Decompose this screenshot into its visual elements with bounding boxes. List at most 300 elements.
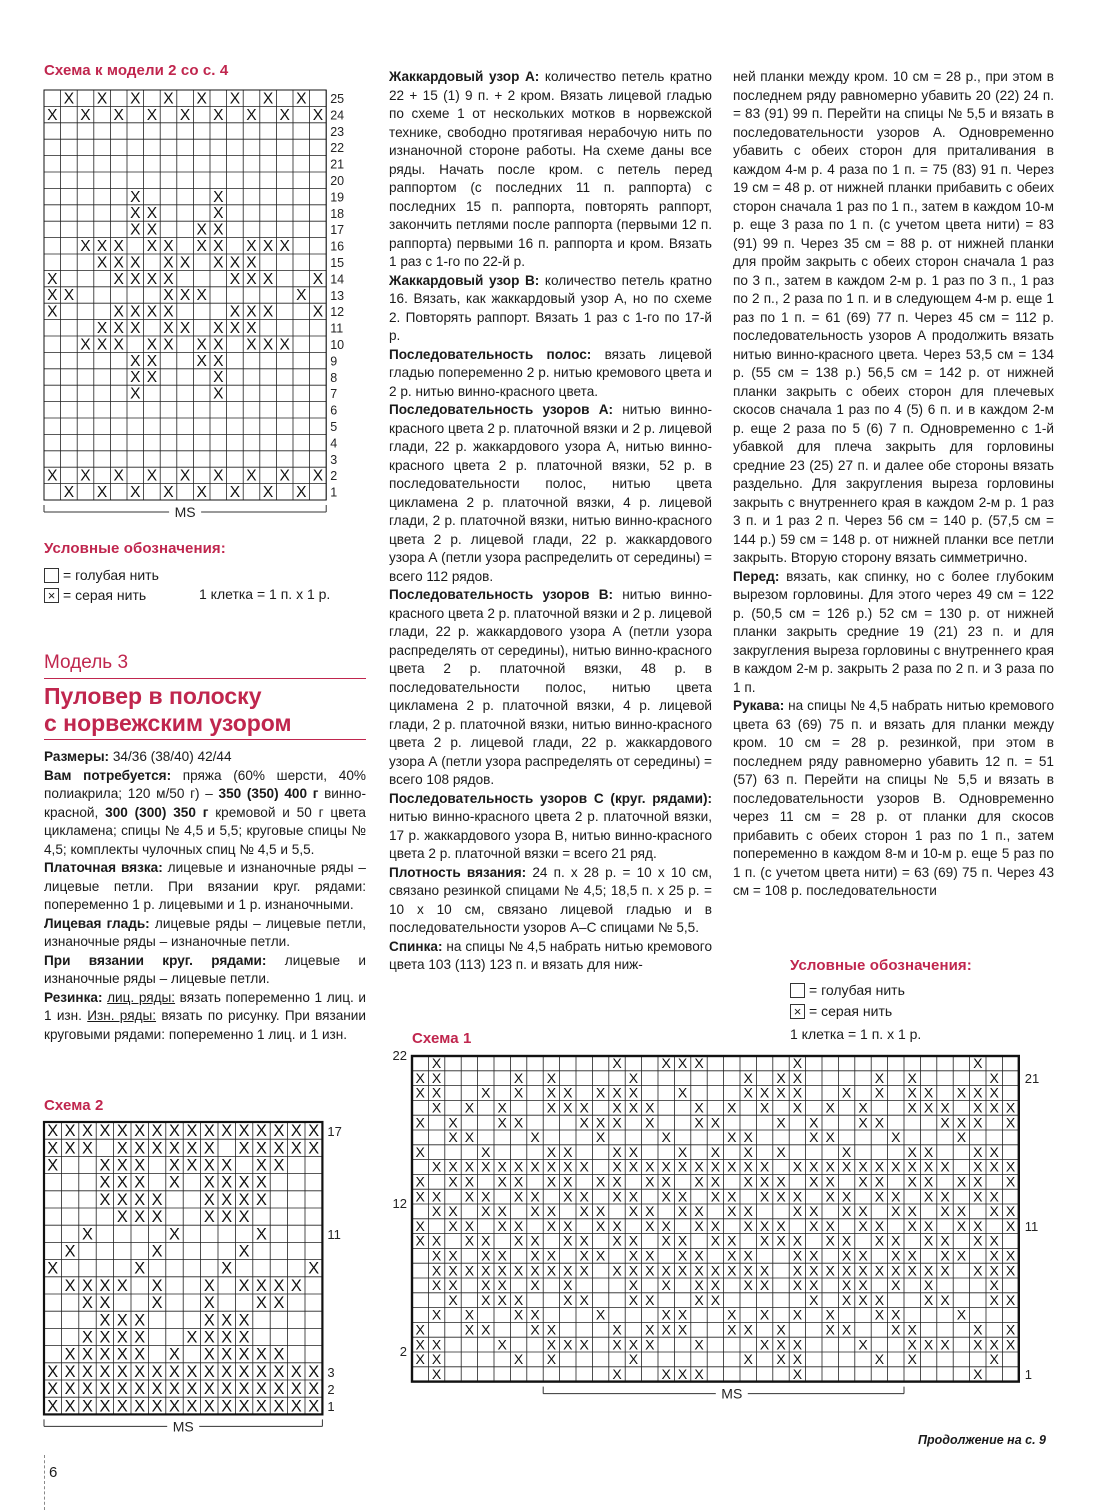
grey-stitch-mark: X bbox=[481, 1143, 491, 1160]
grey-stitch-mark: X bbox=[923, 1217, 934, 1234]
grey-stitch-mark: X bbox=[116, 1380, 128, 1399]
grey-stitch-mark: X bbox=[645, 1291, 655, 1308]
grey-stitch-mark: X bbox=[727, 1262, 737, 1279]
grey-stitch-mark: X bbox=[130, 385, 141, 403]
grey-stitch-mark: X bbox=[841, 1247, 852, 1264]
row-number: 1 bbox=[327, 1399, 335, 1415]
grey-stitch-mark: X bbox=[431, 1203, 442, 1220]
grey-stitch-mark: X bbox=[47, 1156, 59, 1175]
grey-stitch-mark: X bbox=[661, 1306, 671, 1323]
grey-stitch-mark: X bbox=[130, 254, 141, 272]
grey-stitch-mark: X bbox=[196, 238, 207, 256]
grey-stitch-mark: X bbox=[448, 1203, 458, 1220]
grey-stitch-mark: X bbox=[497, 1247, 507, 1264]
grey-stitch-mark: X bbox=[809, 1247, 819, 1264]
grey-stitch-mark: X bbox=[743, 1158, 753, 1175]
grey-stitch-mark: X bbox=[743, 1262, 753, 1279]
grey-stitch-mark: X bbox=[481, 1277, 491, 1294]
grey-stitch-mark: X bbox=[1005, 1173, 1016, 1190]
grey-stitch-mark: X bbox=[146, 352, 158, 370]
grey-stitch-mark: X bbox=[825, 1129, 835, 1146]
stripes-text: вязать лицевой гладью попеременно 2 р. нитью кремового цвета и 2 р. нитью винно-красного цвета. bbox=[389, 346, 712, 399]
grey-stitch-mark: X bbox=[973, 1365, 983, 1382]
grey-stitch-mark: X bbox=[546, 1099, 557, 1116]
grey-stitch-mark: X bbox=[956, 1203, 967, 1220]
grey-stitch-mark: X bbox=[431, 1306, 442, 1323]
grey-stitch-mark: X bbox=[497, 1262, 507, 1279]
row-number: 2 bbox=[327, 1382, 335, 1397]
sizes-text: 34/36 (38/40) 42/44 bbox=[109, 749, 232, 764]
grey-stitch-mark: X bbox=[841, 1188, 852, 1205]
grey-stitch-mark: X bbox=[221, 1208, 233, 1227]
grey-stitch-mark: X bbox=[923, 1336, 934, 1353]
grey-stitch-mark: X bbox=[776, 1143, 786, 1160]
grey-stitch-mark: X bbox=[99, 1380, 111, 1399]
stripes-heading: Последовательность полос: bbox=[389, 346, 592, 362]
grey-stitch-mark: X bbox=[694, 1158, 704, 1175]
model-rule-top bbox=[44, 678, 366, 679]
legend1-grey bbox=[44, 585, 146, 605]
grey-stitch-mark: X bbox=[134, 1345, 146, 1364]
grey-stitch-mark: X bbox=[481, 1203, 491, 1220]
grey-stitch-mark: X bbox=[792, 1203, 803, 1220]
grey-stitch-mark: X bbox=[163, 270, 174, 288]
grey-stitch-mark: X bbox=[907, 1084, 917, 1101]
sleeves-text: на спицы № 4,5 набрать нитью кремового цвета 63 (69) 75 п. и вязать для планки между кром. 10 см = 28 р. резинкой, при этом в последнем ряду равномерно убавить 12 п. = 51 (57) 63 п. Перейти на спицы № 5,5 и вязать в последовательности узоров В. Одновременно через 11 см = 28 р. от планки для скосов прибавить с обеих сторон 1 раз по 1 п., затем попеременно в каждом 8-м и 10-м р. еще 5 раз по 1 п. (с учетом цвета нити) = 63 (69) 75 п. Через 43 см = 108 р. последовательности bbox=[733, 698, 1054, 898]
grey-stitch-mark: X bbox=[825, 1306, 835, 1323]
grey-stitch-mark: X bbox=[973, 1158, 983, 1175]
grey-stitch-mark: X bbox=[290, 1122, 302, 1141]
row-number: 3 bbox=[330, 452, 338, 467]
grey-stitch-mark: X bbox=[113, 254, 124, 272]
grey-stitch-mark: X bbox=[1005, 1203, 1016, 1220]
round-text: лицевые и изнаночные ряды – лицевые петли. bbox=[44, 952, 366, 986]
seq-a-text: нитью винно-красного цвета 2 р. платочной вязки и 2 р. лицевой глади, 22 р. жаккардового узора А, нитью винно-красного цвета 2 р. платочной вязки, 52 р. в последовательности полос, нитью цвета цикламена 2 р. платочной вязки, 4 р. лицевой глади, 2 р. платочной вязки, нитью винно-красного цвета 2 р. лицевой глади, 22 р. жаккардового узора А (петли узора распределить от середины) = всего 112 рядов. bbox=[389, 402, 712, 584]
grey-stitch-mark: X bbox=[907, 1351, 917, 1368]
legend2-grey-label: = серая нить bbox=[809, 1003, 893, 1019]
grey-stitch-mark: X bbox=[64, 1397, 76, 1416]
grey-stitch-mark: X bbox=[308, 1362, 320, 1381]
grey-stitch-mark: X bbox=[113, 303, 124, 321]
grey-stitch-mark: X bbox=[96, 320, 108, 338]
stockinette-text: лицевые ряды – лицевые петли, изнаночные ряды – изнаночные петли. bbox=[44, 915, 366, 949]
grey-stitch-mark: X bbox=[809, 1262, 819, 1279]
grey-stitch-mark: X bbox=[677, 1247, 688, 1264]
grey-stitch-mark: X bbox=[792, 1158, 803, 1175]
grey-stitch-mark: X bbox=[809, 1158, 819, 1175]
grey-stitch-mark: X bbox=[151, 1397, 163, 1416]
grey-stitch-mark: X bbox=[989, 1351, 999, 1368]
grey-stitch-mark: X bbox=[179, 467, 191, 485]
grey-stitch-mark: X bbox=[710, 1158, 721, 1175]
grey-stitch-mark: X bbox=[134, 1311, 146, 1330]
grey-stitch-mark: X bbox=[792, 1351, 803, 1368]
grey-stitch-mark: X bbox=[891, 1321, 901, 1338]
grey-stitch-mark: X bbox=[694, 1365, 704, 1382]
row-number: 9 bbox=[330, 354, 338, 369]
grey-stitch-mark: X bbox=[956, 1173, 967, 1190]
grey-stitch-mark: X bbox=[415, 1114, 425, 1131]
grey-stitch-mark: X bbox=[273, 1122, 285, 1141]
grey-stitch-mark: X bbox=[612, 1158, 622, 1175]
chart-model2-grid bbox=[40, 86, 345, 526]
grey-stitch-mark: X bbox=[415, 1351, 425, 1368]
grey-stitch-mark: X bbox=[776, 1351, 786, 1368]
grey-stitch-mark: X bbox=[923, 1291, 934, 1308]
grey-stitch-mark: X bbox=[759, 1099, 770, 1116]
grey-stitch-mark: X bbox=[776, 1173, 786, 1190]
grey-stitch-mark: X bbox=[513, 1291, 524, 1308]
grey-stitch-mark: X bbox=[47, 1259, 59, 1278]
grey-stitch-mark: X bbox=[47, 1397, 59, 1416]
grey-stitch-mark: X bbox=[151, 1139, 163, 1158]
grey-stitch-mark: X bbox=[130, 303, 141, 321]
legend2-blue-label: = голубая нить bbox=[809, 982, 905, 998]
grey-stitch-mark: X bbox=[661, 1232, 671, 1249]
grey-stitch-mark: X bbox=[203, 1190, 215, 1209]
grey-stitch-mark: X bbox=[415, 1321, 425, 1338]
grey-stitch-mark: X bbox=[179, 254, 191, 272]
grey-stitch-mark: X bbox=[759, 1173, 770, 1190]
grey-stitch-mark: X bbox=[246, 238, 257, 256]
grey-stitch-mark: X bbox=[238, 1173, 250, 1192]
grey-stitch-mark: X bbox=[923, 1084, 934, 1101]
grey-stitch-mark: X bbox=[116, 1362, 128, 1381]
model-label: Модель 3 bbox=[44, 652, 129, 673]
grey-stitch-mark: X bbox=[82, 1276, 93, 1295]
grey-stitch-mark: X bbox=[448, 1217, 458, 1234]
grey-stitch-mark: X bbox=[776, 1232, 786, 1249]
grey-stitch-mark: X bbox=[290, 1362, 302, 1381]
grey-stitch-mark: X bbox=[163, 484, 174, 502]
grey-stitch-mark: X bbox=[858, 1247, 868, 1264]
grey-stitch-mark: X bbox=[940, 1188, 950, 1205]
grey-stitch-mark: X bbox=[203, 1397, 215, 1416]
grey-stitch-mark: X bbox=[116, 1208, 128, 1227]
grey-stitch-mark: X bbox=[874, 1084, 885, 1101]
grey-stitch-mark: X bbox=[256, 1380, 267, 1399]
row-number-left: 22 bbox=[392, 1048, 407, 1063]
grey-stitch-mark: X bbox=[238, 1242, 250, 1261]
grey-stitch-mark: X bbox=[63, 287, 75, 305]
grey-stitch-mark: X bbox=[546, 1262, 557, 1279]
grey-stitch-mark: X bbox=[694, 1055, 704, 1072]
grey-stitch-mark: X bbox=[99, 1362, 111, 1381]
grey-stitch-mark: X bbox=[99, 1397, 111, 1416]
grey-stitch-mark: X bbox=[82, 1294, 93, 1313]
grey-stitch-mark: X bbox=[776, 1336, 786, 1353]
grey-stitch-mark: X bbox=[989, 1084, 999, 1101]
grey-stitch-mark: X bbox=[907, 1099, 917, 1116]
grey-stitch-mark: X bbox=[677, 1306, 688, 1323]
grey-stitch-mark: X bbox=[256, 1294, 267, 1313]
grey-stitch-mark: X bbox=[213, 336, 224, 354]
grey-stitch-mark: X bbox=[64, 1362, 76, 1381]
grey-stitch-mark: X bbox=[273, 1345, 285, 1364]
grey-stitch-mark: X bbox=[645, 1158, 655, 1175]
grey-stitch-mark: X bbox=[989, 1158, 999, 1175]
grey-stitch-mark: X bbox=[497, 1217, 507, 1234]
legend2-title: Условные обозначения: bbox=[790, 957, 972, 974]
grey-stitch-mark: X bbox=[82, 1362, 93, 1381]
grey-stitch-mark: X bbox=[891, 1232, 901, 1249]
grey-stitch-mark: X bbox=[464, 1232, 475, 1249]
grey-stitch-mark: X bbox=[431, 1262, 442, 1279]
front-text: вязать, как спинку, но с более глубоким вырезом горловины. Для этого через 49 см = 122 р. (50,5 см = 126 р.) 52 см = 130 р. от нижней планки закрыть средние 19 (21) 23 п. и для закругления выреза горловины с внутреннего края в каждом 2-м р. закрыть 2 раза по 2 п. и 3 раза по 1 п. bbox=[733, 568, 1054, 695]
grey-stitch-mark: X bbox=[308, 1139, 320, 1158]
grey-stitch-mark: X bbox=[130, 320, 141, 338]
grey-stitch-mark: X bbox=[246, 106, 257, 124]
grey-stitch-mark: X bbox=[727, 1247, 737, 1264]
grey-stitch-mark: X bbox=[513, 1158, 524, 1175]
grey-stitch-mark: X bbox=[792, 1262, 803, 1279]
chart2-title: Схема 2 bbox=[44, 1097, 104, 1114]
grey-stitch-mark: X bbox=[858, 1158, 868, 1175]
grey-stitch-mark: X bbox=[213, 352, 224, 370]
grey-stitch-mark: X bbox=[279, 238, 290, 256]
grey-stitch-mark: X bbox=[99, 1311, 111, 1330]
grey-stitch-mark: X bbox=[612, 1055, 622, 1072]
grey-stitch-mark: X bbox=[186, 1380, 198, 1399]
grey-stitch-mark: X bbox=[513, 1262, 524, 1279]
seq-a-heading: Последовательность узоров А: bbox=[389, 402, 614, 417]
grey-yarn-swatch-icon: × bbox=[44, 588, 59, 603]
grey-stitch-mark: X bbox=[273, 1362, 285, 1381]
grey-stitch-mark: X bbox=[308, 1397, 320, 1416]
grey-stitch-mark: X bbox=[151, 1380, 163, 1399]
grey-stitch-mark: X bbox=[628, 1277, 639, 1294]
grey-stitch-mark: X bbox=[203, 1345, 215, 1364]
grey-stitch-mark: X bbox=[116, 1345, 128, 1364]
rib-heading: Резинка: bbox=[44, 989, 103, 1005]
grey-stitch-mark: X bbox=[612, 1084, 622, 1101]
grey-stitch-mark: X bbox=[221, 1122, 233, 1141]
grey-stitch-mark: X bbox=[262, 336, 274, 354]
grey-stitch-mark: X bbox=[246, 320, 257, 338]
grey-stitch-mark: X bbox=[116, 1276, 128, 1295]
grey-stitch-mark: X bbox=[82, 1122, 93, 1141]
grey-stitch-mark: X bbox=[116, 1311, 128, 1330]
grey-stitch-mark: X bbox=[595, 1247, 606, 1264]
grey-stitch-mark: X bbox=[563, 1262, 573, 1279]
grey-stitch-mark: X bbox=[858, 1262, 868, 1279]
grey-stitch-mark: X bbox=[312, 303, 324, 321]
grey-stitch-mark: X bbox=[47, 1122, 59, 1141]
grey-stitch-mark: X bbox=[221, 1173, 233, 1192]
chart2-grid bbox=[40, 1118, 350, 1448]
row-number: 3 bbox=[327, 1364, 335, 1380]
materials-bold-1: 350 (350) 400 г bbox=[218, 786, 319, 801]
grey-stitch-mark: X bbox=[973, 1262, 983, 1279]
page-edge-rule bbox=[44, 1455, 46, 1510]
grey-stitch-mark: X bbox=[186, 1122, 198, 1141]
row-number: 8 bbox=[330, 370, 338, 385]
grey-stitch-mark: X bbox=[874, 1158, 885, 1175]
grey-stitch-mark: X bbox=[677, 1262, 688, 1279]
row-number: 4 bbox=[330, 436, 338, 451]
grey-stitch-mark: X bbox=[612, 1336, 622, 1353]
grey-stitch-mark: X bbox=[579, 1114, 589, 1131]
grey-stitch-mark: X bbox=[858, 1277, 868, 1294]
grey-stitch-mark: X bbox=[146, 336, 158, 354]
grey-stitch-mark: X bbox=[279, 467, 290, 485]
grey-stitch-mark: X bbox=[874, 1173, 885, 1190]
grey-stitch-mark: X bbox=[546, 1351, 557, 1368]
grey-stitch-mark: X bbox=[82, 1345, 93, 1364]
grey-stitch-mark: X bbox=[290, 1380, 302, 1399]
grey-stitch-mark: X bbox=[628, 1158, 639, 1175]
grey-stitch-mark: X bbox=[256, 1225, 267, 1244]
grey-stitch-mark: X bbox=[973, 1173, 983, 1190]
grey-stitch-mark: X bbox=[759, 1158, 770, 1175]
grey-stitch-mark: X bbox=[273, 1380, 285, 1399]
grey-stitch-mark: X bbox=[809, 1173, 819, 1190]
grey-stitch-mark: X bbox=[956, 1129, 967, 1146]
grey-stitch-mark: X bbox=[169, 1173, 180, 1192]
grey-stitch-mark: X bbox=[989, 1069, 999, 1086]
grey-stitch-mark: X bbox=[186, 1156, 198, 1175]
grey-stitch-mark: X bbox=[776, 1084, 786, 1101]
grey-stitch-mark: X bbox=[146, 270, 158, 288]
grey-stitch-mark: X bbox=[448, 1129, 458, 1146]
grey-stitch-mark: X bbox=[677, 1055, 688, 1072]
grey-stitch-mark: X bbox=[169, 1156, 180, 1175]
grey-stitch-mark: X bbox=[759, 1084, 770, 1101]
grey-stitch-mark: X bbox=[677, 1232, 688, 1249]
grey-stitch-mark: X bbox=[238, 1380, 250, 1399]
grey-stitch-mark: X bbox=[595, 1217, 606, 1234]
grey-stitch-mark: X bbox=[973, 1055, 983, 1072]
grey-stitch-mark: X bbox=[907, 1262, 917, 1279]
grey-stitch-mark: X bbox=[710, 1217, 721, 1234]
grey-stitch-mark: X bbox=[825, 1099, 835, 1116]
grey-stitch-mark: X bbox=[221, 1397, 233, 1416]
grey-stitch-mark: X bbox=[47, 270, 58, 288]
grey-stitch-mark: X bbox=[891, 1306, 901, 1323]
grey-stitch-mark: X bbox=[874, 1069, 885, 1086]
grey-stitch-mark: X bbox=[628, 1188, 639, 1205]
grey-stitch-mark: X bbox=[163, 254, 174, 272]
grey-stitch-mark: X bbox=[1005, 1291, 1016, 1308]
grey-stitch-mark: X bbox=[146, 106, 158, 124]
grey-stitch-mark: X bbox=[530, 1158, 540, 1175]
col2-text bbox=[389, 68, 712, 975]
grey-stitch-mark: X bbox=[99, 1276, 111, 1295]
grey-stitch-mark: X bbox=[203, 1139, 215, 1158]
grey-stitch-mark: X bbox=[858, 1291, 868, 1308]
grey-stitch-mark: X bbox=[415, 1232, 425, 1249]
grey-stitch-mark: X bbox=[858, 1203, 868, 1220]
grey-stitch-mark: X bbox=[130, 90, 141, 108]
grey-stitch-mark: X bbox=[891, 1129, 901, 1146]
grey-stitch-mark: X bbox=[579, 1203, 589, 1220]
grey-stitch-mark: X bbox=[907, 1173, 917, 1190]
grey-stitch-mark: X bbox=[134, 1139, 146, 1158]
grey-stitch-mark: X bbox=[530, 1262, 540, 1279]
grey-stitch-mark: X bbox=[203, 1294, 215, 1313]
grey-stitch-mark: X bbox=[792, 1099, 803, 1116]
grey-stitch-mark: X bbox=[513, 1232, 524, 1249]
grey-stitch-mark: X bbox=[677, 1143, 688, 1160]
grey-stitch-mark: X bbox=[169, 1139, 180, 1158]
row-number: 18 bbox=[330, 206, 345, 221]
grey-stitch-mark: X bbox=[907, 1203, 917, 1220]
grey-stitch-mark: X bbox=[661, 1321, 671, 1338]
grey-stitch-mark: X bbox=[530, 1129, 540, 1146]
rib-text-2: вязать по рисунку. При вязании круговыми рядами: попеременно 1 лиц. и 1 изн. bbox=[44, 1008, 366, 1042]
grey-stitch-mark: X bbox=[563, 1217, 573, 1234]
grey-stitch-mark: X bbox=[530, 1321, 540, 1338]
grey-stitch-mark: X bbox=[973, 1336, 983, 1353]
gauge-text: 24 п. х 28 р. = 10 х 10 см, связано резинкой спицами № 4,5; 18,5 п. х 25 р. = 10 х 10 см, связано лицевой гладью и в последовательности узоров А–С спицами № 5,5. bbox=[389, 864, 712, 935]
grey-stitch-mark: X bbox=[759, 1232, 770, 1249]
grey-stitch-mark: X bbox=[203, 1362, 215, 1381]
grey-stitch-mark: X bbox=[64, 1345, 76, 1364]
grey-stitch-mark: X bbox=[262, 303, 274, 321]
chart-body bbox=[44, 1122, 322, 1434]
row-number: 1 bbox=[330, 485, 338, 500]
grey-stitch-mark: X bbox=[134, 1259, 146, 1278]
grey-stitch-mark: X bbox=[513, 1069, 524, 1086]
grey-stitch-mark: X bbox=[973, 1143, 983, 1160]
jacquard-a-text: количество петель кратно 22 + 15 (1) 9 п. + 2 кром. Вязать лицевой гладью по схеме 1 от нескольких мотков в норвежской технике, свободно протягивая нерабочую нить по изнаночной стороне работы. На схеме даны все ряды. Начать после кром. с петель перед раппортом (с последних 11 п. раппорта) с последних 15 п. раппорта, повторять раппорт, закончить петлями после раппорта (первыми 12 п. раппорта) первыми 16 п. раппорта и кром. Вязать 1 раз с 1-го по 22-й р. bbox=[389, 69, 712, 269]
row-number: 2 bbox=[330, 469, 338, 484]
grey-stitch-mark: X bbox=[246, 254, 257, 272]
grey-stitch-mark: X bbox=[792, 1084, 803, 1101]
grey-stitch-mark: X bbox=[595, 1203, 606, 1220]
grey-stitch-mark: X bbox=[940, 1232, 950, 1249]
grey-stitch-mark: X bbox=[645, 1247, 655, 1264]
grey-stitch-mark: X bbox=[513, 1188, 524, 1205]
grey-stitch-mark: X bbox=[825, 1158, 835, 1175]
grey-stitch-mark: X bbox=[727, 1129, 737, 1146]
legend1-blue bbox=[44, 565, 159, 585]
grey-stitch-mark: X bbox=[116, 1190, 128, 1209]
col1-text bbox=[44, 748, 366, 1044]
grey-stitch-mark: X bbox=[595, 1114, 606, 1131]
grey-stitch-mark: X bbox=[497, 1203, 507, 1220]
grey-stitch-mark: X bbox=[196, 221, 207, 239]
jacquard-a-heading: Жаккардовый узор А: bbox=[389, 69, 540, 84]
grey-stitch-mark: X bbox=[146, 303, 158, 321]
back-continued-text: ней планки между кром. 10 см = 28 р., при этом в последнем ряду равномерно убавить 20 (22) 24 п. = 83 (91) 99 п. Перейти на спицы № 5,5 и вязать в последовательности узоров А. Одновременно убавить с обеих сторон для приталивания в каждом 4-м р. 4 раза по 1 п. = 75 (83) 91 п. Через 19 см = 48 р. от нижней планки прибавить с обеих сторон сначала 1 раз по 1 п., затем в каждом 10-м р. еще 3 раза по 1 п. (с учетом цвета нити) = 83 (91) 99 п. Через 35 см = 88 р. от нижней планки для пройм закрыть с обеих сторон сначала 1 раз по 3 п., затем в каждом 2-м р. 1 раз по 3 п., 1 раз по 2 п., 2 раза по 1 п. и в следующем 4-м р. еще 1 раз по 1 п. = 61 (69) 77 п. Через 45 см = 112 р. последовательность узоров А продолжить вязать нитью винно-красного цвета. Через 53,5 см = 134 р. (55 см = 138 р.) 56,5 см = 142 р. от нижней планки закрыть с обеих сторон для плечевых скосов сначала 1 раз по 4 (5) 6 п. и в каждом 2-м р. еще 2 раза по 5 (6) 7 п. Одновременно с 1-й убавкой для плеча закрыть для горловины средние 23 (25) 27 п. и далее обе стороны вязать раздельно. Для закругления выреза горловины закрыть с внутреннего края в каждом 2-м р. 1 раз 3 п. и 1 раз 2 п. Через 56 см = 140 р. (57,5 см = 144 р.) 59 см = 148 р. от нижней планки все петли закрыть. Вторую сторону вязать симметрично. bbox=[733, 69, 1054, 565]
row-number-left: 12 bbox=[392, 1196, 407, 1211]
grey-stitch-mark: X bbox=[1005, 1262, 1016, 1279]
grey-stitch-mark: X bbox=[694, 1099, 704, 1116]
grey-stitch-mark: X bbox=[743, 1173, 753, 1190]
grey-stitch-mark: X bbox=[130, 369, 141, 387]
grey-stitch-mark: X bbox=[99, 1156, 111, 1175]
row-number: 17 bbox=[327, 1124, 342, 1139]
grey-stitch-mark: X bbox=[759, 1306, 770, 1323]
grey-stitch-mark: X bbox=[151, 1276, 163, 1295]
grey-stitch-mark: X bbox=[579, 1247, 589, 1264]
grey-stitch-mark: X bbox=[63, 90, 75, 108]
grey-stitch-mark: X bbox=[213, 205, 224, 223]
grey-stitch-mark: X bbox=[546, 1203, 557, 1220]
grey-stitch-mark: X bbox=[874, 1291, 885, 1308]
materials-heading: Вам потребуется: bbox=[44, 767, 172, 783]
grey-stitch-mark: X bbox=[130, 352, 141, 370]
grey-stitch-mark: X bbox=[940, 1262, 950, 1279]
grey-stitch-mark: X bbox=[579, 1099, 589, 1116]
grey-stitch-mark: X bbox=[497, 1336, 507, 1353]
grey-stitch-mark: X bbox=[940, 1099, 950, 1116]
grey-stitch-mark: X bbox=[858, 1173, 868, 1190]
grey-stitch-mark: X bbox=[273, 1139, 285, 1158]
grey-stitch-mark: X bbox=[841, 1321, 852, 1338]
grey-stitch-mark: X bbox=[727, 1188, 737, 1205]
